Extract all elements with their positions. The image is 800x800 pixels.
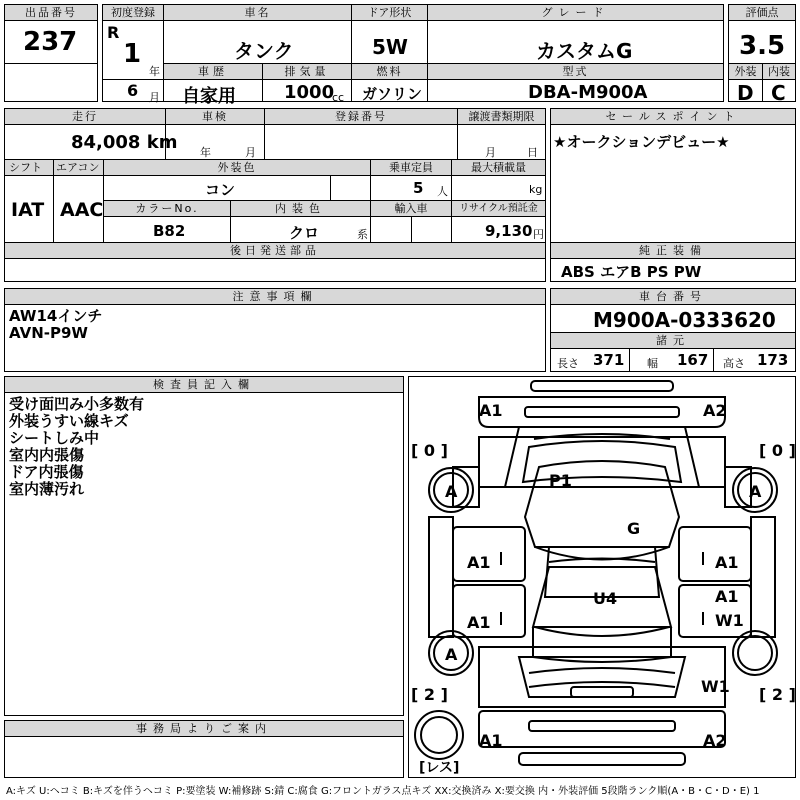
diagram-top-left: A1 bbox=[479, 401, 503, 420]
car-outline-diagram bbox=[409, 377, 795, 777]
inspection-year-unit: 年 bbox=[200, 146, 211, 159]
length-value: 371 bbox=[593, 351, 625, 369]
exterior-color-value: コン bbox=[205, 181, 236, 199]
sales-point-text: ★オークションデビュー★ bbox=[553, 133, 730, 151]
height-label: 高さ bbox=[723, 357, 745, 370]
sales-point-label: セールスポイント bbox=[551, 109, 795, 125]
first-registration-box bbox=[102, 4, 164, 102]
ac-value: AAC bbox=[60, 199, 104, 221]
notes-line-2: AVN-P9W bbox=[9, 324, 88, 342]
displacement-value: 1000 bbox=[284, 82, 335, 103]
transfer-month-unit: 月 bbox=[485, 146, 496, 159]
door-value: 5W bbox=[372, 35, 408, 59]
inspection-label: 車検 bbox=[166, 109, 264, 125]
capacity-label: 乗車定員 bbox=[371, 160, 451, 176]
inspection-month-unit: 月 bbox=[245, 146, 256, 159]
vehicle-info-box bbox=[4, 108, 546, 282]
diagram-windshield: G bbox=[627, 519, 641, 538]
era: R bbox=[107, 23, 120, 42]
score-value: 3.5 bbox=[739, 31, 786, 61]
color-no-value: B82 bbox=[153, 222, 186, 240]
fuel-label: 燃料 bbox=[352, 64, 427, 80]
reg-no-label: 登録番号 bbox=[265, 109, 457, 125]
diagram-bracket-bottom-left: [ 2 ] bbox=[411, 685, 448, 704]
mileage-value: 84,008 km bbox=[71, 132, 178, 153]
inspector-line-1: 受け面凹み小多数有 bbox=[9, 395, 145, 413]
score-box bbox=[728, 4, 796, 105]
diagram-right-rear-door-2: W1 bbox=[715, 611, 744, 630]
first-registration-label: 初度登録 bbox=[103, 5, 163, 21]
diagram-spare-label: [レス] bbox=[419, 760, 460, 776]
inspector-line-5: ドア内張傷 bbox=[9, 463, 84, 481]
car-name-label: 車名 bbox=[164, 5, 351, 21]
recycle-unit: 円 bbox=[533, 228, 544, 241]
office-label: 事務局よりご案内 bbox=[5, 721, 403, 737]
later-parts-label: 後日発送部品 bbox=[5, 243, 545, 259]
chassis-value: M900A-0333620 bbox=[593, 308, 776, 332]
diagram-right-rear-quarter: W1 bbox=[701, 677, 730, 696]
diagram-bracket-bottom-right: [ 2 ] bbox=[759, 685, 796, 704]
door-box bbox=[352, 4, 428, 102]
height-value: 173 bbox=[757, 351, 789, 369]
interior-label: 内装 bbox=[763, 64, 795, 80]
length-label: 長さ bbox=[557, 357, 579, 370]
displacement-label: 排気量 bbox=[263, 64, 351, 80]
lot-number-label: 出品番号 bbox=[5, 5, 97, 21]
equipment-value: ABS エアB PS PW bbox=[561, 263, 702, 281]
spec-label: 諸元 bbox=[551, 333, 795, 349]
legend: A:キズ U:ヘコミ B:キズを伴うヘコミ P:要塗装 W:補修跡 S:錆 C:腐食 G:フロントガラス点キズ XX:交換済み X:要交換 内・外装評価 5段階ランク順(A・B・C・D・E) 1 bbox=[6, 786, 760, 797]
inspector-line-3: シートしみ中 bbox=[9, 429, 100, 447]
history-label: 車歴 bbox=[164, 64, 262, 80]
recycle-value: 9,130 bbox=[485, 222, 533, 240]
width-value: 167 bbox=[677, 351, 709, 369]
recycle-label: リサイクル預託金 bbox=[452, 201, 545, 217]
grade-value: カスタムG bbox=[536, 39, 633, 63]
diagram-bottom-left: A1 bbox=[479, 731, 503, 750]
interior-grade: C bbox=[771, 81, 786, 105]
diagram-wheel-front-right: A bbox=[749, 482, 762, 501]
load-unit: kg bbox=[529, 183, 543, 196]
inspector-box bbox=[4, 376, 404, 716]
diagram-wheel-front-left: A bbox=[445, 482, 458, 501]
diagram-right-front-door: A1 bbox=[715, 553, 739, 572]
diagram-left-front-door: A1 bbox=[467, 553, 491, 572]
fuel-value: ガソリン bbox=[362, 85, 423, 103]
exterior-grade: D bbox=[737, 81, 754, 105]
diagram-top-right: A2 bbox=[703, 401, 727, 420]
ac-label: エアコン bbox=[54, 160, 105, 176]
notes-line-1: AW14インチ bbox=[9, 307, 103, 325]
diagram-right-rear-door-1: A1 bbox=[715, 587, 739, 606]
grade-label: グレード bbox=[428, 5, 723, 21]
model-label: 型式 bbox=[428, 64, 723, 80]
transfer-day-unit: 日 bbox=[527, 146, 538, 159]
notes-label: 注意事項欄 bbox=[5, 289, 545, 305]
import-label: 輸入車 bbox=[371, 201, 451, 217]
diagram-left-rear-door: A1 bbox=[467, 613, 491, 632]
interior-color-value: クロ bbox=[289, 224, 320, 242]
sales-point-box bbox=[550, 108, 796, 282]
diagram-floor: U4 bbox=[593, 589, 618, 608]
office-box bbox=[4, 720, 404, 778]
diagram-bottom-right: A2 bbox=[703, 731, 727, 750]
diagram-roof: P1 bbox=[549, 471, 572, 490]
model-value: DBA-M900A bbox=[528, 82, 648, 103]
equipment-label: 純正装備 bbox=[551, 243, 795, 259]
year-unit: 年 bbox=[149, 65, 160, 78]
score-label: 評価点 bbox=[729, 5, 795, 21]
shift-value: IAT bbox=[11, 199, 45, 221]
shift-label: シフト bbox=[5, 160, 57, 176]
chassis-box bbox=[550, 288, 796, 372]
door-label: ドア形状 bbox=[352, 5, 427, 21]
car-name: タンク bbox=[234, 39, 294, 63]
inspector-line-4: 室内内張傷 bbox=[9, 446, 85, 464]
car-diagram-box bbox=[408, 376, 796, 778]
color-no-label: カラーNo. bbox=[104, 201, 230, 217]
reg-month: 6 bbox=[127, 81, 139, 100]
diagram-bracket-top-right: [ 0 ] bbox=[759, 441, 796, 460]
lot-number-box bbox=[4, 4, 98, 102]
exterior-label: 外装 bbox=[729, 64, 762, 80]
notes-box bbox=[4, 288, 546, 372]
cc-unit: cc bbox=[332, 91, 345, 104]
inspector-line-2: 外装うすい線キズ bbox=[9, 412, 129, 430]
width-label: 幅 bbox=[647, 357, 658, 370]
capacity-value: 5 bbox=[413, 179, 424, 197]
exterior-color-label: 外装色 bbox=[104, 160, 370, 176]
interior-color-unit: 系 bbox=[357, 228, 368, 241]
month-unit: 月 bbox=[149, 91, 160, 104]
interior-color-label: 内装色 bbox=[231, 201, 370, 217]
diagram-bracket-top-left: [ 0 ] bbox=[411, 441, 448, 460]
capacity-unit: 人 bbox=[437, 185, 448, 198]
inspector-line-6: 室内薄汚れ bbox=[9, 480, 85, 498]
chassis-label: 車台番号 bbox=[551, 289, 795, 305]
reg-year: 1 bbox=[123, 39, 142, 69]
transfer-label: 譲渡書類期限 bbox=[458, 109, 545, 125]
diagram-wheel-rear-left: A bbox=[445, 645, 458, 664]
lot-number: 237 bbox=[23, 27, 78, 57]
history-value: 自家用 bbox=[182, 86, 236, 107]
inspector-label: 検査員記入欄 bbox=[5, 377, 403, 393]
car-name-box bbox=[164, 4, 352, 107]
grade-box bbox=[428, 4, 724, 102]
mileage-label: 走行 bbox=[5, 109, 165, 125]
max-load-label: 最大積載量 bbox=[452, 160, 545, 176]
